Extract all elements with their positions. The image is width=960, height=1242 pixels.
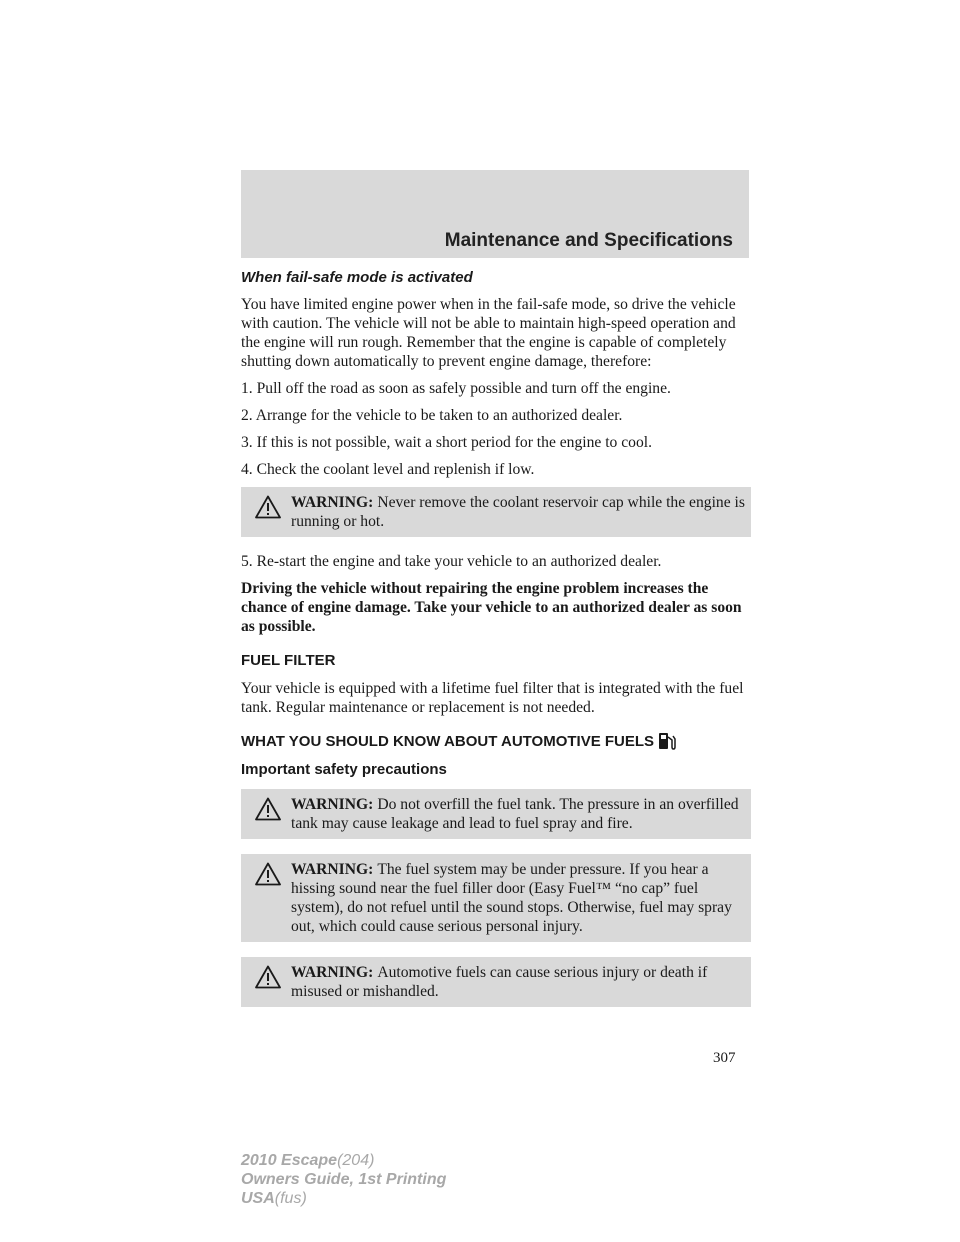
- warning-triangle-icon: [255, 797, 281, 821]
- footer-model-code: (204): [337, 1152, 375, 1169]
- failsafe-step-5: 5. Re-start the engine and take your vehicle to an authorized dealer.: [241, 553, 662, 570]
- warning-box-overfill: [241, 789, 751, 839]
- fuel-filter-text: Your vehicle is equipped with a lifetime fuel filter that is integrated with the fuel tank. Regular maintenance or replacement is not needed.: [241, 680, 744, 716]
- warning-box-pressure: [241, 854, 751, 942]
- warning-label: WARNING:: [291, 861, 374, 878]
- warning-box-fuels-injury: [241, 957, 751, 1007]
- warning-label: WARNING:: [291, 494, 374, 511]
- failsafe-intro: You have limited engine power when in the fail-safe mode, so drive the vehicle with caution. The vehicle will not be able to maintain high-speed operation and the engine will run rough. Remember that the engine is capable of completely shutting down automatically to prevent engine damage, therefore:: [241, 296, 736, 370]
- page-number: 307: [713, 1050, 736, 1066]
- footer-model: 2010 Escape: [241, 1152, 338, 1169]
- failsafe-heading: When fail-safe mode is activated: [241, 269, 473, 286]
- automotive-fuels-title: WHAT YOU SHOULD KNOW ABOUT AUTOMOTIVE FUELS: [241, 732, 655, 750]
- footer-edition: Owners Guide, 1st Printing: [241, 1171, 447, 1188]
- warning-text: Do not overfill the fuel tank. The pressure in an overfilled tank may cause leakage and lead to fuel spray and fire.: [291, 796, 739, 832]
- warning-text: Never remove the coolant reservoir cap while the engine is running or hot.: [291, 494, 745, 530]
- safety-precautions-subheading: Important safety precautions: [241, 761, 447, 778]
- section-header-band: [241, 170, 749, 258]
- failsafe-step-3: 3. If this is not possible, wait a short period for the engine to cool.: [241, 434, 652, 451]
- print-footer: [241, 1151, 446, 1208]
- section-title: Maintenance and Specifications: [444, 230, 733, 251]
- warning-text: Automotive fuels can cause serious injury or death if misused or mishandled.: [291, 964, 708, 1000]
- failsafe-caution: Driving the vehicle without repairing the engine problem increases the chance of engine damage. Take your vehicle to an authorized dealer as soon as possible.: [241, 580, 742, 635]
- footer-market-code: (fus): [274, 1190, 307, 1207]
- fuel-pump-icon: [658, 731, 676, 751]
- warning-triangle-icon: [255, 965, 281, 989]
- failsafe-step-1: 1. Pull off the road as soon as safely possible and turn off the engine.: [241, 380, 671, 397]
- warning-box-coolant: [241, 487, 751, 537]
- fuel-filter-heading: FUEL FILTER: [241, 652, 336, 669]
- page-content: [241, 268, 751, 1022]
- failsafe-step-4: 4. Check the coolant level and replenish if low.: [241, 461, 535, 478]
- warning-label: WARNING:: [291, 964, 374, 981]
- warning-text: The fuel system may be under pressure. If you hear a hissing sound near the fuel filler door (Easy Fuel™ “no cap” fuel system), do not refuel until the sound stops. Otherwise, fuel may spray out, which could cause serious personal injury.: [291, 861, 732, 935]
- automotive-fuels-heading: [241, 731, 751, 751]
- warning-triangle-icon: [255, 495, 281, 519]
- failsafe-step-2: 2. Arrange for the vehicle to be taken to an authorized dealer.: [241, 407, 623, 424]
- warning-triangle-icon: [255, 862, 281, 886]
- warning-label: WARNING:: [291, 796, 374, 813]
- footer-market: USA: [241, 1190, 275, 1207]
